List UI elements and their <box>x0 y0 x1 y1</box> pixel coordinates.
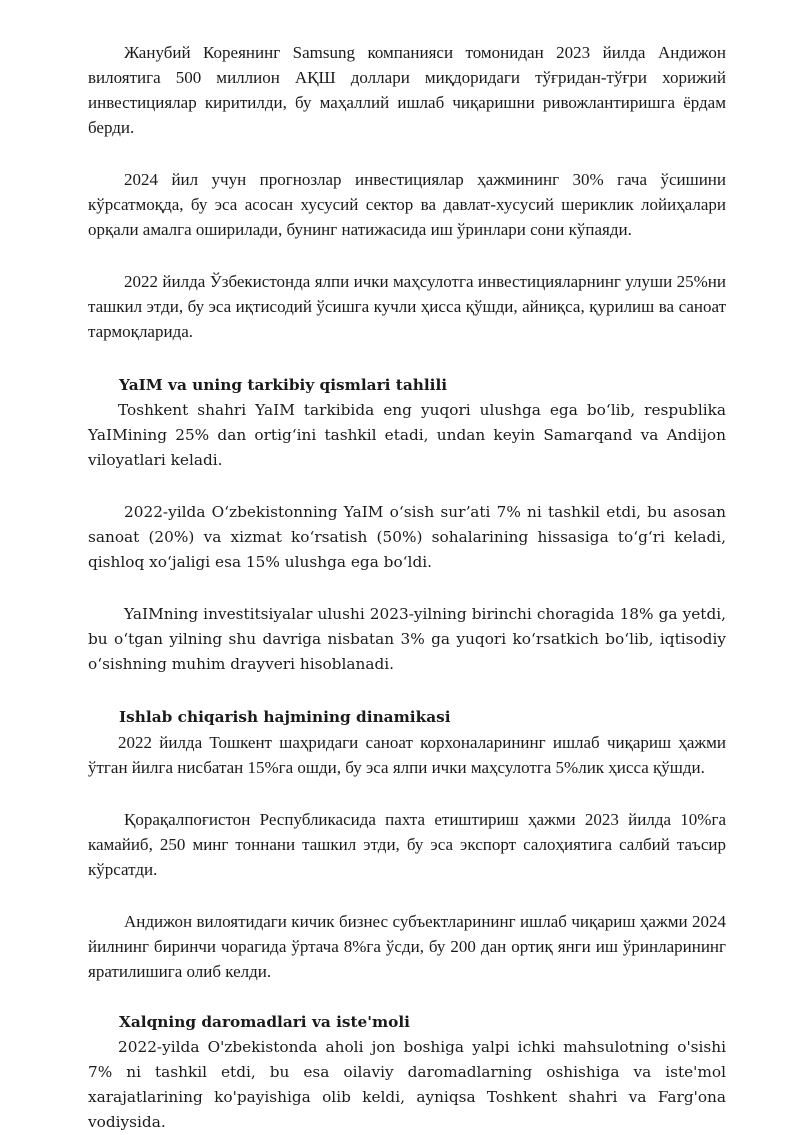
document-page <box>88 40 726 1135</box>
section-gdp-analysis <box>88 373 726 677</box>
section-paragraph: Қорақалпоғистон Республикасида пахта етиштириш ҳажми 2023 йилда 10%га камайиб, 250 минг тоннани ташкил этди, бу эса экспорт салоҳиятига салбий таъсир кўрсатди. <box>88 810 726 879</box>
section-production-dynamics <box>88 705 726 984</box>
intro-paragraph-3: 2022 йилда Ўзбекистонда ялпи ички маҳсулотга инвестицияларнинг улуши 25%ни ташкил этди, бу эса иқтисодий ўсишга кучли ҳисса қўшди, айниқса, қурилиш ва саноат тармоқларида. <box>88 272 726 341</box>
intro-paragraph-1: Жанубий Кореянинг Samsung компанияси томонидан 2023 йилда Андижон вилоятига 500 миллион АҚШ доллари миқдоридаги тўғридан-тўғри хорижий инвестициялар киритилди, бу маҳаллий ишлаб чиқаришни ривожлантиришга ёрдам берди. <box>88 43 726 137</box>
section-heading: Xalqning daromadlari va iste'moli <box>119 1013 410 1031</box>
section-income-consumption <box>88 1010 726 1135</box>
section-paragraph: 2022-yilda Oʻzbekistonning YaIM oʻsish surʼati 7% ni tashkil etdi, bu asosan sanoat (20%) va xizmat koʻrsatish (50%) sohalarining hissasiga toʻgʻri keladi, qishloq xoʻjaligi esa 15% ulushga ega boʻldi. <box>88 503 726 571</box>
section-paragraph: YaIMning investitsiyalar ulushi 2023-yilning birinchi choragida 18% ga yetdi, bu oʻtgan yilning shu davriga nisbatan 3% ga yuqori koʻrsatkich boʻlib, iqtisodiy oʻsishning muhim drayveri hisoblanadi. <box>88 605 726 673</box>
section-paragraph: Toshkent shahri YaIM tarkibida eng yuqori ulushga ega boʻlib, respublika YaIMining 25% dan ortigʻini tashkil etadi, undan keyin Samarqand va Andijon viloyatlari keladi. <box>88 401 726 469</box>
section-paragraph: Андижон вилоятидаги кичик бизнес субъектларининг ишлаб чиқариш ҳажми 2024 йилнинг биринчи чорагида ўртача 8%га ўсди, бу 200 дан ортиқ янги иш ўринларининг яратилишига олиб келди. <box>88 912 726 981</box>
section-paragraph: 2022 йилда Тошкент шаҳридаги саноат корхоналарининг ишлаб чиқариш ҳажми ўтган йилга нисбатан 15%га ошди, бу эса ялпи ички маҳсулотга 5%лик ҳисса қўшди. <box>88 733 726 777</box>
section-heading: Ishlab chiqarish hajmining dinamikasi <box>119 708 451 726</box>
section-heading: YaIM va uning tarkibiy qismlari tahlili <box>119 376 448 394</box>
section-paragraph: 2022-yilda O'zbekistonda aholi jon boshiga yalpi ichki mahsulotning o'sishi 7% ni tashkil etdi, bu esa oilaviy daromadlarning oshishiga va iste'mol xarajatlarining ko'payishiga olib keldi, ayniqsa Toshkent shahri va Farg'ona vodiysida. <box>88 1038 726 1131</box>
intro-paragraph-2: 2024 йил учун прогнозлар инвестициялар ҳажмининг 30% гача ўсишини кўрсатмоқда, бу эса асосан хусусий сектор ва давлат-хусусий шериклик лойиҳалари орқали амалга оширилади, бунинг натижасида иш ўринлари сони кўпаяди. <box>88 170 726 239</box>
